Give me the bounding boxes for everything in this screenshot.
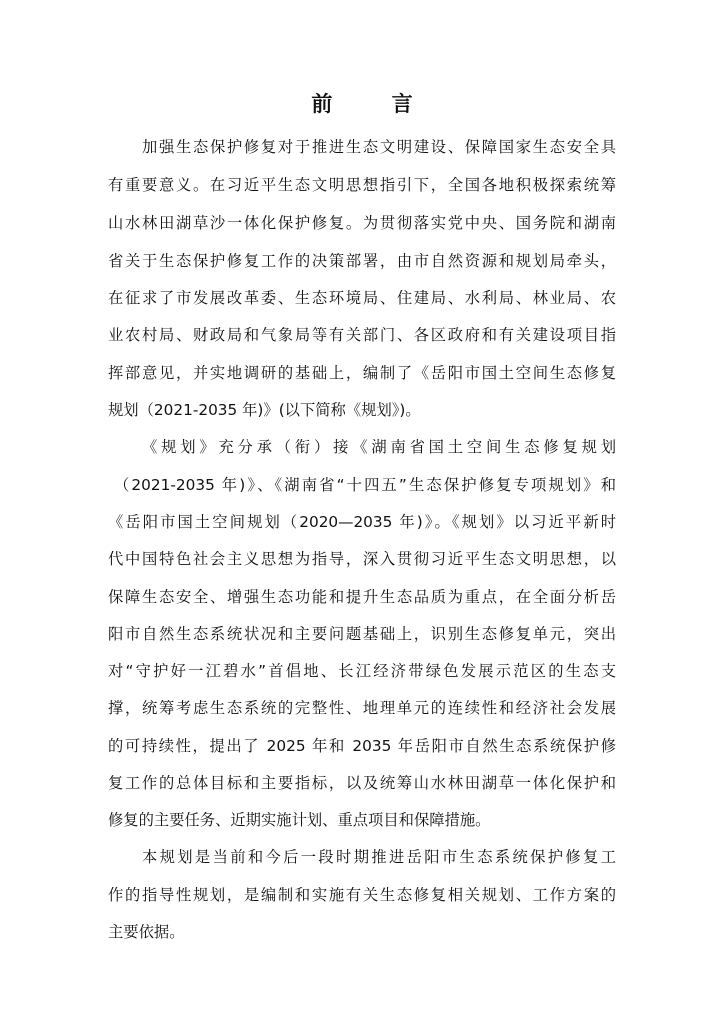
- paragraph-2-line-9: 的可持续性，提出了 2025 年和 2035 年岳阳市自然生态系统保护修: [108, 737, 616, 755]
- paragraph-2-line-11: 修复的主要任务、近期实施计划、重点项目和保障措施。: [108, 811, 491, 829]
- paragraph-2-line-7: 对“守护好一江碧水”首倡地、长江经济带绿色发展示范区的生态支: [108, 662, 616, 680]
- paragraph-2-line-4: 代中国特色社会主义思想为指导，深入贯彻习近平生态文明思想，以: [108, 550, 616, 568]
- paragraph-2-line-6: 阳市自然生态系统状况和主要问题基础上，识别生态修复单元，突出: [108, 625, 616, 643]
- paragraph-2-line-1: 《规划》充分承（衔）接《湖南省国土空间生态修复规划: [142, 438, 616, 456]
- paragraph-2-line-2: （2021-2035 年)》、《湖南省“十四五”生态保护修复专项规划》和: [114, 476, 616, 494]
- paragraph-3-line-2: 作的指导性规划，是编制和实施有关生态修复相关规划、工作方案的: [108, 886, 616, 904]
- paragraph-3-line-3: 主要依据。: [108, 923, 185, 941]
- paragraph-1-line-4: 省关于生态保护修复工作的决策部署，由市自然资源和规划局牵头，: [108, 252, 616, 270]
- paragraph-1-line-1: 加强生态保护修复对于推进生态文明建设、保障国家生态安全具: [142, 138, 616, 156]
- paragraph-2-line-8: 撑，统筹考虑生态系统的完整性、地理单元的连续性和经济社会发展: [108, 699, 616, 717]
- paragraph-1-line-7: 挥部意见，并实地调研的基础上，编制了《岳阳市国土空间生态修复: [108, 364, 616, 382]
- paragraph-2-line-3: 《岳阳市国土空间规划（2020—2035 年)》。《规划》以习近平新时: [108, 513, 616, 531]
- paragraph-1-line-8: 规划（2021-2035 年)》(以下简称《规划》)。: [108, 401, 421, 419]
- page-title: 前 言: [311, 91, 439, 116]
- paragraph-2-line-10: 复工作的总体目标和主要指标，以及统筹山水林田湖草一体化保护和: [108, 774, 616, 792]
- paragraph-1-line-2: 有重要意义。在习近平生态文明思想指引下，全国各地积极探索统筹: [108, 176, 616, 194]
- paragraph-2-line-5: 保障生态安全、增强生态功能和提升生态品质为重点，在全面分析岳: [108, 588, 616, 606]
- paragraph-1-line-6: 业农村局、财政局和气象局等有关部门、各区政府和有关建设项目指: [108, 326, 616, 344]
- paragraph-1-line-3: 山水林田湖草沙一体化保护修复。为贯彻落实党中央、国务院和湖南: [108, 214, 616, 232]
- paragraph-1-line-5: 在征求了市发展改革委、生态环境局、住建局、水利局、林业局、农: [108, 289, 616, 307]
- paragraph-3-line-1: 本规划是当前和今后一段时期推进岳阳市生态系统保护修复工: [142, 848, 616, 866]
